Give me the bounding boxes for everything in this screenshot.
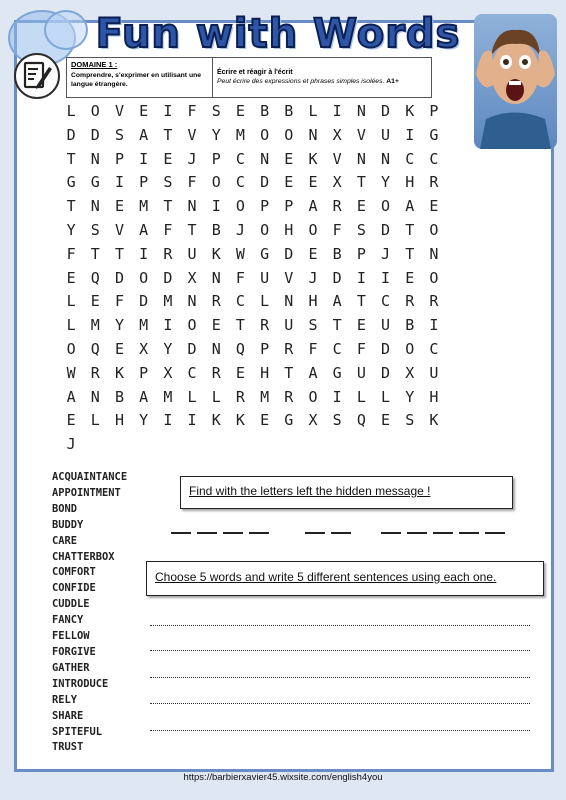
grid-letter[interactable]: S xyxy=(405,411,415,430)
skill-cell xyxy=(213,58,431,97)
word-list-item: CONFIDE xyxy=(52,582,96,595)
grid-letter[interactable]: Q xyxy=(235,339,245,358)
grid-letter[interactable]: E xyxy=(114,339,124,358)
grid-letter[interactable]: J xyxy=(235,220,245,239)
grid-letter[interactable]: T xyxy=(332,316,342,335)
grid-letter[interactable]: A xyxy=(332,292,342,311)
grid-letter[interactable]: P xyxy=(139,363,149,382)
grid-letter[interactable]: C xyxy=(235,292,245,311)
grid-letter[interactable]: G xyxy=(284,411,294,430)
footer-url[interactable]: https://barbierxavier45.wixsite.com/english4you xyxy=(183,772,383,783)
grid-letter[interactable]: I xyxy=(332,102,342,120)
grid-letter[interactable]: T xyxy=(163,197,173,216)
answer-blank[interactable] xyxy=(171,532,191,534)
grid-letter[interactable]: E xyxy=(235,363,245,382)
grid-letter[interactable]: S xyxy=(114,125,124,144)
grid-letter[interactable]: N xyxy=(211,339,221,358)
grid-letter[interactable]: S xyxy=(211,102,221,120)
grid-letter[interactable]: Q xyxy=(90,339,100,358)
grid-letter[interactable]: I xyxy=(381,268,391,287)
grid-letter[interactable]: P xyxy=(260,339,270,358)
grid-letter[interactable]: D xyxy=(163,268,173,287)
grid-letter[interactable]: T xyxy=(405,220,415,239)
answer-blank[interactable] xyxy=(331,532,351,534)
grid-letter[interactable]: P xyxy=(139,173,149,192)
grid-letter[interactable]: E xyxy=(381,411,391,430)
word-list-item: COMFORT xyxy=(52,566,96,579)
grid-letter[interactable]: D xyxy=(381,363,391,382)
grid-letter[interactable]: A xyxy=(139,125,149,144)
grid-letter[interactable]: E xyxy=(429,197,439,216)
grid-letter[interactable]: L xyxy=(260,292,270,311)
grid-letter[interactable]: T xyxy=(405,244,415,263)
sentence-writing-line[interactable] xyxy=(150,730,530,731)
grid-letter[interactable]: V xyxy=(284,268,294,287)
grid-letter[interactable]: X xyxy=(163,363,173,382)
word-list-item: CARE xyxy=(52,534,78,547)
grid-letter[interactable]: U xyxy=(187,244,197,263)
grid-letter[interactable]: L xyxy=(90,411,100,430)
word-list-item: SPITEFUL xyxy=(52,725,103,738)
grid-letter[interactable]: X xyxy=(332,173,342,192)
grid-letter[interactable]: M xyxy=(139,197,149,216)
grid-letter[interactable]: F xyxy=(114,292,124,311)
grid-letter[interactable]: R xyxy=(405,292,415,311)
domain-description: Comprendre, s'exprimer en utilisant une langue étrangère. xyxy=(71,72,202,88)
grid-letter[interactable]: S xyxy=(90,220,100,239)
grid-letter[interactable]: U xyxy=(381,125,391,144)
grid-letter[interactable]: D xyxy=(381,339,391,358)
grid-letter[interactable]: O xyxy=(429,220,439,239)
word-list xyxy=(52,470,127,756)
grid-letter[interactable]: V xyxy=(332,149,342,168)
grid-letter[interactable]: T xyxy=(284,363,294,382)
grid-letter[interactable]: O xyxy=(66,339,76,358)
grid-letter[interactable]: M xyxy=(139,316,149,335)
grid-letter[interactable]: R xyxy=(90,363,100,382)
grid-letter[interactable]: R xyxy=(211,292,221,311)
grid-letter[interactable]: J xyxy=(187,149,197,168)
answer-blank[interactable] xyxy=(223,532,243,534)
grid-letter[interactable]: B xyxy=(114,387,124,406)
grid-letter[interactable]: S xyxy=(356,220,366,239)
grid-letter[interactable]: R xyxy=(163,244,173,263)
grid-letter[interactable]: D xyxy=(66,125,76,144)
grid-letter[interactable]: F xyxy=(163,220,173,239)
grid-letter[interactable]: K xyxy=(308,149,318,168)
grid-letter[interactable]: E xyxy=(139,102,149,120)
grid-letter[interactable]: L xyxy=(66,316,76,335)
grid-letter[interactable]: S xyxy=(332,411,342,430)
grid-letter[interactable]: C xyxy=(429,149,439,168)
grid-letter[interactable]: I xyxy=(211,197,221,216)
grid-letter[interactable]: Q xyxy=(356,411,366,430)
domain-label: DOMAINE 1 : xyxy=(71,60,118,69)
grid-letter[interactable]: A xyxy=(308,197,318,216)
grid-letter[interactable]: B xyxy=(260,102,270,120)
word-list-item: TRUST xyxy=(52,741,84,754)
grid-letter[interactable]: P xyxy=(114,149,124,168)
grid-letter[interactable]: E xyxy=(308,244,318,263)
grid-letter[interactable]: E xyxy=(163,149,173,168)
grid-letter[interactable]: N xyxy=(260,149,270,168)
grid-letter[interactable]: E xyxy=(235,102,245,120)
grid-letter[interactable]: O xyxy=(308,387,318,406)
word-list-item: INTRODUCE xyxy=(52,677,109,690)
grid-letter[interactable]: I xyxy=(356,268,366,287)
grid-letter[interactable]: I xyxy=(139,244,149,263)
skill-description xyxy=(217,78,427,85)
grid-letter[interactable]: N xyxy=(90,387,100,406)
pencil-notepad-icon xyxy=(14,53,60,99)
grid-letter[interactable]: C xyxy=(381,292,391,311)
word-list-item: RELY xyxy=(52,693,78,706)
grid-letter[interactable]: B xyxy=(405,316,415,335)
grid-letter[interactable]: F xyxy=(187,102,197,120)
grid-letter[interactable]: E xyxy=(114,197,124,216)
grid-letter[interactable]: E xyxy=(356,316,366,335)
grid-letter[interactable]: I xyxy=(114,173,124,192)
grid-letter[interactable]: Y xyxy=(405,387,415,406)
grid-letter[interactable]: L xyxy=(66,292,76,311)
grid-letter[interactable]: X xyxy=(405,363,415,382)
grid-letter[interactable]: D xyxy=(332,268,342,287)
grid-letter[interactable]: O xyxy=(429,268,439,287)
grid-letter[interactable]: S xyxy=(163,173,173,192)
grid-letter[interactable]: J xyxy=(308,268,318,287)
grid-letter[interactable]: R xyxy=(429,173,439,192)
grid-letter[interactable]: K xyxy=(211,411,221,430)
grid-letter[interactable]: P xyxy=(211,149,221,168)
word-list-item: FORGIVE xyxy=(52,645,96,658)
grid-letter[interactable]: G xyxy=(332,363,342,382)
grid-letter[interactable]: O xyxy=(235,197,245,216)
grid-letter[interactable]: P xyxy=(356,244,366,263)
grid-letter[interactable]: K xyxy=(235,411,245,430)
skill-description-text: Peut écrire des expressions et phrases simples isolées. xyxy=(217,78,385,85)
grid-letter[interactable]: Y xyxy=(139,411,149,430)
answer-blank[interactable] xyxy=(433,532,453,534)
grid-letter[interactable]: V xyxy=(356,125,366,144)
grid-letter[interactable]: N xyxy=(308,125,318,144)
grid-letter[interactable]: D xyxy=(260,173,270,192)
grid-letter[interactable]: E xyxy=(66,268,76,287)
word-list-item: BOND xyxy=(52,502,78,515)
domain-cell xyxy=(67,58,213,97)
grid-letter[interactable]: M xyxy=(235,125,245,144)
grid-letter[interactable]: E xyxy=(211,316,221,335)
grid-letter[interactable]: L xyxy=(308,102,318,120)
skill-title: Écrire et réagir à l'écrit xyxy=(217,69,293,76)
grid-letter[interactable]: T xyxy=(356,292,366,311)
sentence-instruction xyxy=(146,561,544,596)
word-list-item: FANCY xyxy=(52,614,84,627)
grid-letter[interactable]: L xyxy=(66,102,76,120)
hidden-message-text: Find with the letters left the hidden message ! xyxy=(189,484,431,498)
grid-letter[interactable]: H xyxy=(284,220,294,239)
grid-letter[interactable]: W xyxy=(66,363,76,382)
grid-letter[interactable]: V xyxy=(114,220,124,239)
grid-letter[interactable]: A xyxy=(405,197,415,216)
grid-letter[interactable]: O xyxy=(381,197,391,216)
sentence-instruction-text: Choose 5 words and write 5 different sentences using each one. xyxy=(155,570,497,584)
grid-letter[interactable]: T xyxy=(66,197,76,216)
grid-letter[interactable]: O xyxy=(308,220,318,239)
grid-letter[interactable]: C xyxy=(235,149,245,168)
grid-letter[interactable]: N xyxy=(284,292,294,311)
grid-letter[interactable]: N xyxy=(381,149,391,168)
grid-letter[interactable]: E xyxy=(356,197,366,216)
answer-blank[interactable] xyxy=(485,532,505,534)
grid-letter[interactable]: T xyxy=(90,244,100,263)
grid-letter[interactable]: O xyxy=(284,125,294,144)
sentence-writing-line[interactable] xyxy=(150,625,530,626)
word-list-item: CUDDLE xyxy=(52,598,90,611)
answer-blank[interactable] xyxy=(305,532,325,534)
grid-letter[interactable]: N xyxy=(356,149,366,168)
grid-letter[interactable]: L xyxy=(356,387,366,406)
hidden-message-instruction xyxy=(180,476,513,509)
grid-letter[interactable]: E xyxy=(284,173,294,192)
grid-letter[interactable]: C xyxy=(235,173,245,192)
grid-letter[interactable]: C xyxy=(187,363,197,382)
grid-letter[interactable]: R xyxy=(260,316,270,335)
grid-letter[interactable]: Y xyxy=(381,173,391,192)
grid-letter[interactable]: O xyxy=(260,220,270,239)
grid-letter[interactable]: I xyxy=(163,316,173,335)
grid-letter[interactable]: H xyxy=(260,363,270,382)
grid-letter[interactable]: D xyxy=(381,102,391,120)
grid-letter[interactable]: O xyxy=(260,125,270,144)
grid-letter[interactable]: X xyxy=(187,268,197,287)
grid-letter[interactable]: R xyxy=(332,197,342,216)
grid-letter[interactable]: G xyxy=(429,125,439,144)
grid-letter[interactable]: D xyxy=(90,125,100,144)
grid-letter[interactable]: E xyxy=(405,268,415,287)
grid-letter[interactable]: E xyxy=(260,411,270,430)
grid-letter[interactable]: I xyxy=(429,316,439,335)
grid-letter[interactable]: T xyxy=(356,173,366,192)
grid-letter[interactable]: A xyxy=(139,220,149,239)
grid-letter[interactable]: P xyxy=(429,102,439,120)
grid-letter[interactable]: D xyxy=(187,339,197,358)
grid-letter[interactable]: N xyxy=(187,292,197,311)
sentence-writing-line[interactable] xyxy=(150,677,530,678)
grid-letter[interactable]: O xyxy=(139,268,149,287)
grid-letter[interactable]: H xyxy=(405,173,415,192)
grid-letter[interactable]: U xyxy=(284,316,294,335)
grid-letter[interactable]: K xyxy=(429,411,439,430)
answer-blank[interactable] xyxy=(381,532,401,534)
grid-letter[interactable]: K xyxy=(405,102,415,120)
grid-letter[interactable]: F xyxy=(187,173,197,192)
grid-letter[interactable]: Y xyxy=(211,125,221,144)
grid-letter[interactable]: D xyxy=(114,268,124,287)
word-list-item: FELLOW xyxy=(52,630,90,643)
grid-letter[interactable]: R xyxy=(211,363,221,382)
grid-letter[interactable]: B xyxy=(284,102,294,120)
grid-letter[interactable]: Y xyxy=(163,339,173,358)
word-list-item: GATHER xyxy=(52,661,90,674)
grid-letter[interactable]: T xyxy=(235,316,245,335)
grid-letter[interactable]: L xyxy=(187,387,197,406)
grid-letter[interactable]: O xyxy=(211,173,221,192)
grid-letter[interactable]: C xyxy=(429,339,439,358)
grid-letter[interactable]: A xyxy=(308,363,318,382)
grid-letter[interactable]: D xyxy=(381,220,391,239)
grid-letter[interactable]: B xyxy=(332,244,342,263)
grid-letter[interactable]: K xyxy=(114,363,124,382)
grid-letter[interactable]: M xyxy=(163,387,173,406)
grid-letter[interactable]: R xyxy=(429,292,439,311)
grid-letter[interactable]: N xyxy=(187,197,197,216)
grid-letter[interactable]: E xyxy=(308,173,318,192)
grid-letter[interactable]: I xyxy=(405,125,415,144)
grid-letter[interactable]: I xyxy=(332,387,342,406)
grid-letter[interactable]: Y xyxy=(114,316,124,335)
grid-letter[interactable]: G xyxy=(66,173,76,192)
grid-letter[interactable]: T xyxy=(187,220,197,239)
grid-letter[interactable]: M xyxy=(163,292,173,311)
grid-letter[interactable]: G xyxy=(90,173,100,192)
grid-letter[interactable]: A xyxy=(66,387,76,406)
grid-letter[interactable]: E xyxy=(90,292,100,311)
grid-letter[interactable]: T xyxy=(66,149,76,168)
grid-letter[interactable]: X xyxy=(139,339,149,358)
grid-letter[interactable]: O xyxy=(187,316,197,335)
grid-letter[interactable]: K xyxy=(211,244,221,263)
grid-letter[interactable]: H xyxy=(114,411,124,430)
grid-letter[interactable]: V xyxy=(187,125,197,144)
hidden-message-answer-blanks[interactable] xyxy=(171,532,511,542)
grid-letter[interactable]: X xyxy=(308,411,318,430)
grid-letter[interactable]: U xyxy=(356,363,366,382)
grid-letter[interactable]: J xyxy=(66,435,76,454)
word-list-item: BUDDY xyxy=(52,518,84,531)
competency-header xyxy=(66,57,432,98)
grid-letter[interactable]: O xyxy=(405,339,415,358)
grid-letter[interactable]: C xyxy=(405,149,415,168)
shocked-man-portrait xyxy=(474,14,557,149)
answer-blank[interactable] xyxy=(407,532,427,534)
sentence-writing-line[interactable] xyxy=(150,650,530,651)
grid-letter[interactable]: E xyxy=(66,411,76,430)
grid-letter[interactable]: B xyxy=(211,220,221,239)
grid-letter[interactable]: U xyxy=(429,363,439,382)
grid-letter[interactable]: H xyxy=(308,292,318,311)
grid-letter[interactable]: L xyxy=(211,387,221,406)
grid-letter[interactable]: R xyxy=(284,387,294,406)
grid-letter[interactable]: N xyxy=(356,102,366,120)
level-badge: A1+ xyxy=(386,78,399,85)
grid-letter[interactable]: I xyxy=(163,411,173,430)
grid-letter[interactable]: T xyxy=(163,125,173,144)
grid-letter[interactable]: N xyxy=(429,244,439,263)
grid-letter[interactable]: R xyxy=(235,387,245,406)
grid-letter[interactable]: V xyxy=(114,102,124,120)
grid-letter[interactable]: R xyxy=(284,339,294,358)
word-list-item: SHARE xyxy=(52,709,84,722)
grid-letter[interactable]: F xyxy=(235,268,245,287)
grid-letter[interactable]: U xyxy=(260,268,270,287)
word-search-grid xyxy=(59,100,446,457)
page-title: Fun with Words xyxy=(95,11,461,57)
grid-letter[interactable]: A xyxy=(139,387,149,406)
grid-letter[interactable]: H xyxy=(429,387,439,406)
answer-blank[interactable] xyxy=(197,532,217,534)
grid-letter[interactable]: F xyxy=(356,339,366,358)
grid-letter[interactable]: X xyxy=(332,125,342,144)
grid-letter[interactable]: D xyxy=(139,292,149,311)
grid-letter[interactable]: W xyxy=(235,244,245,263)
grid-letter[interactable]: J xyxy=(381,244,391,263)
grid-letter[interactable]: M xyxy=(260,387,270,406)
grid-letter[interactable]: F xyxy=(332,220,342,239)
grid-letter[interactable]: S xyxy=(308,316,318,335)
grid-letter[interactable]: I xyxy=(163,102,173,120)
grid-letter[interactable]: Q xyxy=(90,268,100,287)
grid-letter[interactable]: N xyxy=(90,197,100,216)
grid-letter[interactable]: M xyxy=(90,316,100,335)
grid-letter[interactable]: U xyxy=(381,316,391,335)
sentence-writing-line[interactable] xyxy=(150,703,530,704)
grid-letter[interactable]: P xyxy=(260,197,270,216)
grid-letter[interactable]: L xyxy=(381,387,391,406)
grid-letter[interactable]: G xyxy=(260,244,270,263)
grid-letter[interactable]: I xyxy=(187,411,197,430)
grid-letter[interactable]: P xyxy=(284,197,294,216)
grid-letter[interactable]: N xyxy=(211,268,221,287)
grid-letter[interactable]: I xyxy=(139,149,149,168)
answer-blank[interactable] xyxy=(459,532,479,534)
answer-blank[interactable] xyxy=(249,532,269,534)
grid-letter[interactable]: F xyxy=(308,339,318,358)
grid-letter[interactable]: Y xyxy=(66,220,76,239)
grid-letter[interactable]: D xyxy=(284,244,294,263)
grid-letter[interactable]: T xyxy=(114,244,124,263)
grid-letter[interactable]: O xyxy=(90,102,100,120)
grid-letter[interactable]: E xyxy=(284,149,294,168)
grid-letter[interactable]: C xyxy=(332,339,342,358)
word-list-item: CHATTERBOX xyxy=(52,550,115,563)
grid-letter[interactable]: F xyxy=(66,244,76,263)
grid-letter[interactable]: N xyxy=(90,149,100,168)
word-list-item: APPOINTMENT xyxy=(52,486,121,499)
word-list-item: ACQUAINTANCE xyxy=(52,471,128,483)
